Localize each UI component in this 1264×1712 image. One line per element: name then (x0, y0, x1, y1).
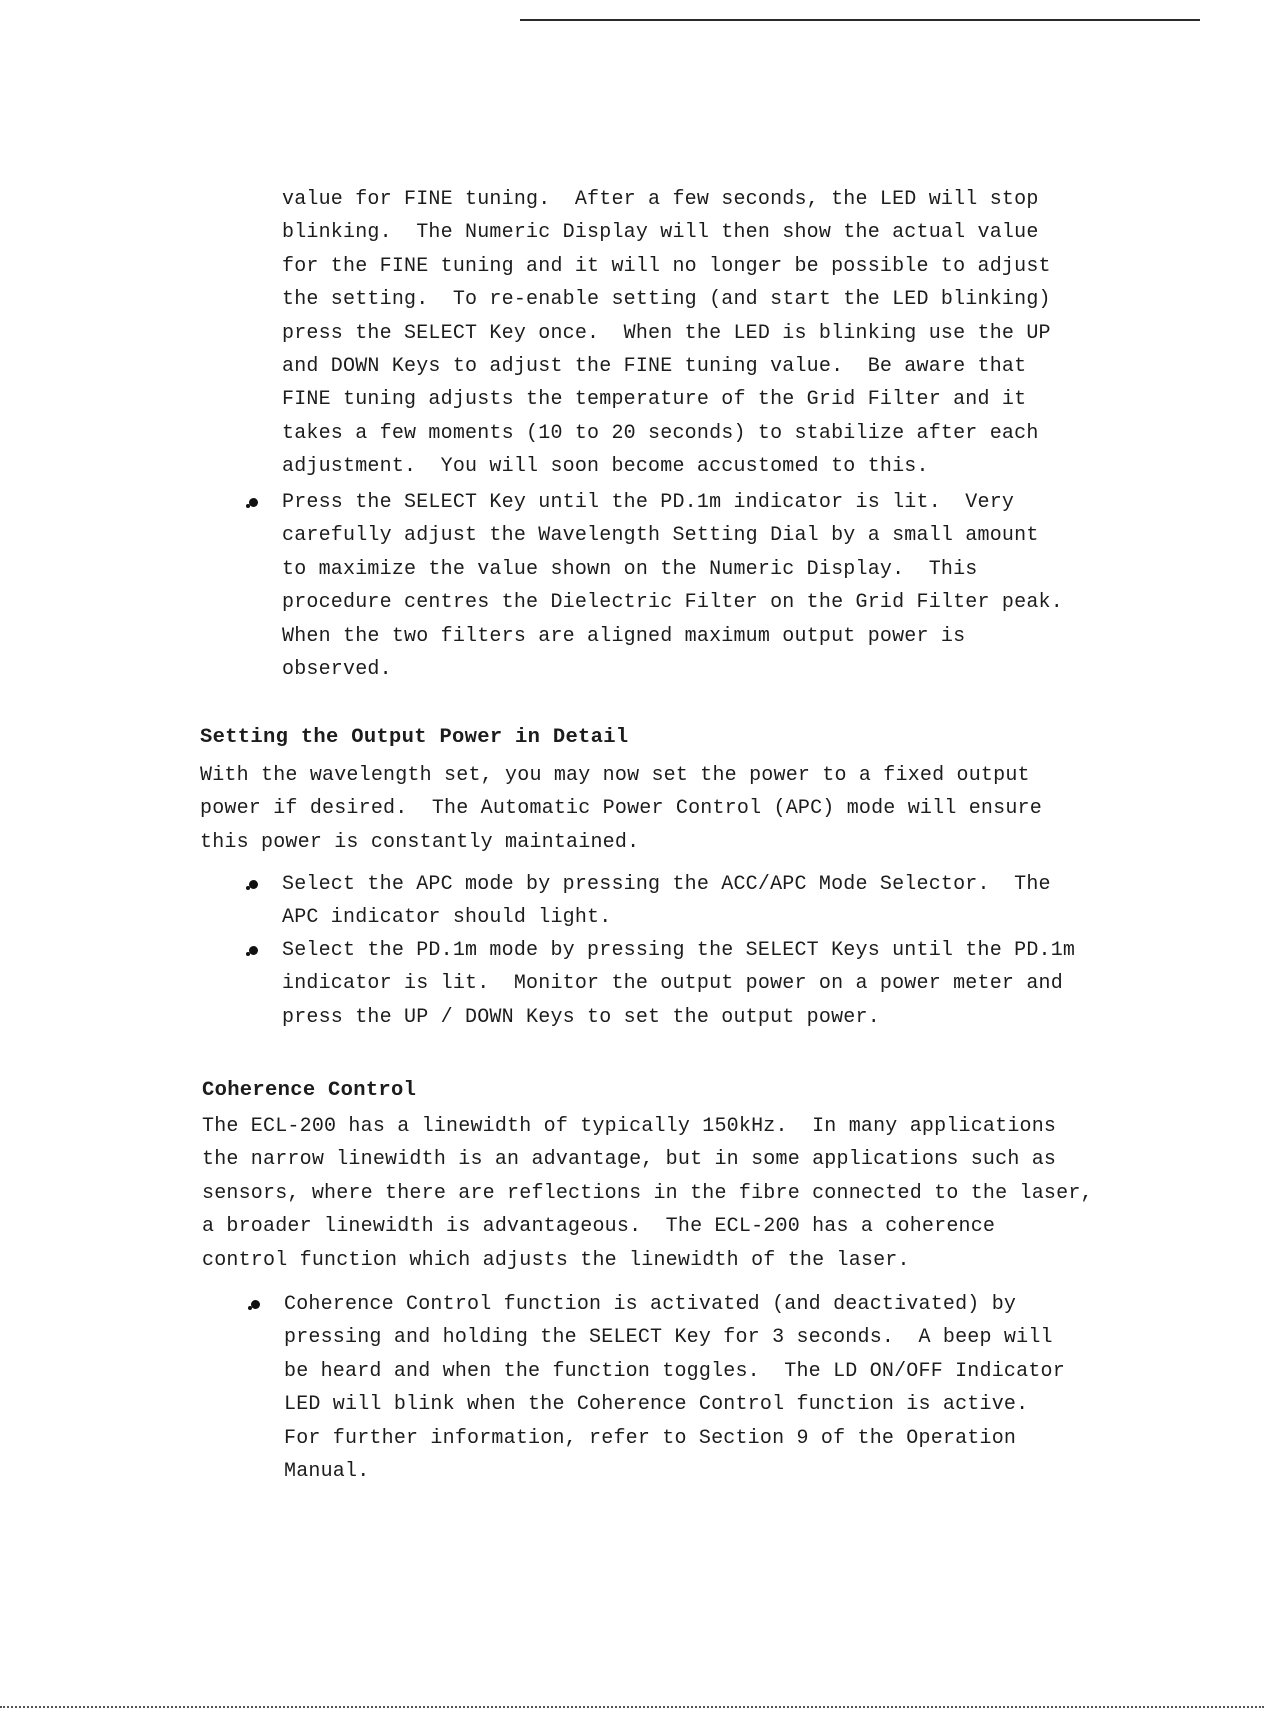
text-line: The ECL-200 has a linewidth of typically 150kHz. In many applications (202, 1115, 1057, 1138)
text-line: this power is constantly maintained. (200, 830, 640, 854)
text-line: value for FINE tuning. After a few seconds, the LED will stop (282, 188, 1039, 211)
continuation-paragraph (282, 183, 1051, 484)
section-heading-output-power: Setting the Output Power in Detail (200, 726, 629, 749)
text-line: Select the APC mode by pressing the ACC/APC Mode Selector. The (282, 873, 1051, 896)
bullet-icon (249, 498, 258, 507)
text-line: With the wavelength set, you may now set the power to a fixed output (200, 764, 1030, 787)
text-line: carefully adjust the Wavelength Setting Dial by a small amount (282, 524, 1039, 548)
text-line: takes a few moments (10 to 20 seconds) to stabilize after each (282, 421, 1039, 445)
text-line: observed. (282, 658, 392, 682)
bullet-icon (251, 1300, 260, 1309)
text-line: the narrow linewidth is an advantage, but in some applications such as (202, 1148, 1057, 1172)
text-line: For further information, refer to Section 9 of the Operation (284, 1426, 1017, 1450)
bullet-icon (249, 946, 258, 955)
text-line: blinking. The Numeric Display will then show the actual value (282, 221, 1039, 245)
text-line: Select the PD.1m mode by pressing the SELECT Keys until the PD.1m (282, 939, 1076, 962)
bullet-item-pd-mode (282, 934, 1075, 1034)
bullet-item-apc (282, 868, 1051, 935)
footer-rule (0, 1706, 1264, 1708)
text-line: LED will blink when the Coherence Control function is active. (284, 1393, 1029, 1417)
text-line: adjustment. You will soon become accustomed to this. (282, 455, 929, 479)
bullet-item-coherence (284, 1288, 1065, 1488)
text-line: press the SELECT Key once. When the LED is blinking use the UP (282, 321, 1051, 345)
text-line: for the FINE tuning and it will no longer be possible to adjust (282, 254, 1051, 278)
text-line: Manual. (284, 1460, 370, 1484)
text-line: pressing and holding the SELECT Key for 3 seconds. A beep will (284, 1326, 1053, 1350)
text-line: sensors, where there are reflections in the fibre connected to the laser, (202, 1181, 1093, 1205)
text-line: power if desired. The Automatic Power Control (APC) mode will ensure (200, 797, 1042, 821)
text-line: Coherence Control function is activated (and deactivated) by (284, 1293, 1017, 1316)
text-line: to maximize the value shown on the Numeric Display. This (282, 557, 978, 581)
text-line: control function which adjusts the linewidth of the laser. (202, 1248, 910, 1272)
bullet-icon (249, 880, 258, 889)
text-line: and DOWN Keys to adjust the FINE tuning value. Be aware that (282, 355, 1027, 379)
text-line: procedure centres the Dielectric Filter on the Grid Filter peak. (282, 591, 1063, 615)
bullet-item-pd (282, 486, 1063, 686)
text-line: When the two filters are aligned maximum output power is (282, 624, 966, 648)
coherence-paragraph (202, 1110, 1093, 1277)
text-line: FINE tuning adjusts the temperature of the Grid Filter and it (282, 388, 1027, 412)
text-line: be heard and when the function toggles. The LD ON/OFF Indicator (284, 1359, 1065, 1383)
header-rule (520, 19, 1200, 21)
output-power-paragraph (200, 759, 1042, 859)
text-line: the setting. To re-enable setting (and start the LED blinking) (282, 288, 1051, 312)
text-line: Press the SELECT Key until the PD.1m indicator is lit. Very (282, 491, 1015, 514)
text-line: indicator is lit. Monitor the output power on a power meter and (282, 972, 1063, 996)
text-line: a broader linewidth is advantageous. The ECL-200 has a coherence (202, 1215, 996, 1239)
section-heading-coherence: Coherence Control (202, 1079, 417, 1102)
text-line: press the UP / DOWN Keys to set the output power. (282, 1005, 880, 1029)
text-line: APC indicator should light. (282, 906, 612, 930)
